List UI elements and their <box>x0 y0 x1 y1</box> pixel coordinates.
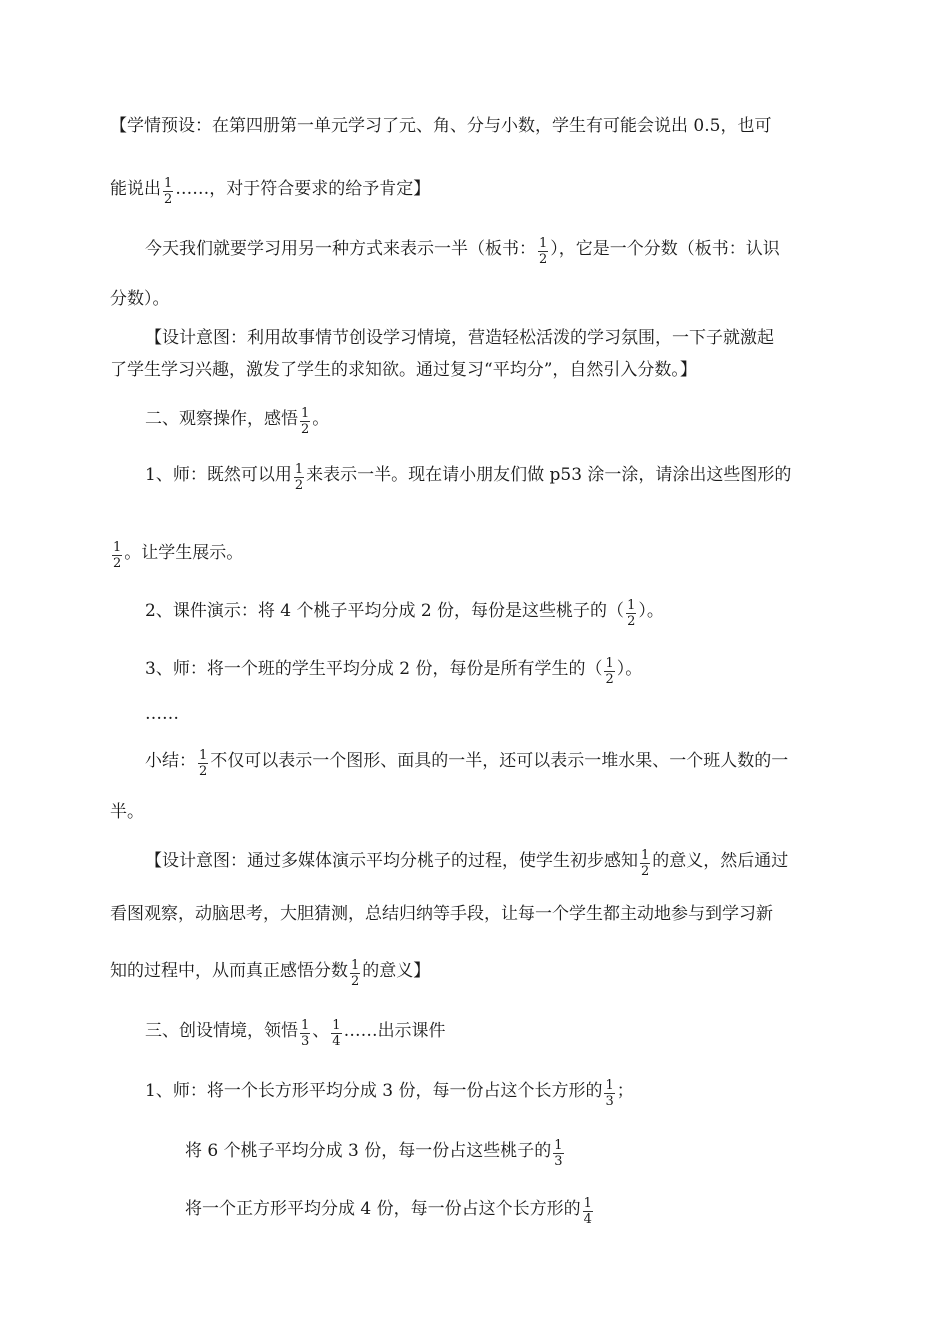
fraction-numerator: 1 <box>351 958 360 973</box>
fraction <box>163 176 173 207</box>
fraction <box>300 406 310 437</box>
text-run: …… <box>145 704 179 724</box>
fraction-denominator: 3 <box>554 1154 563 1169</box>
fraction-denominator: 2 <box>539 252 548 267</box>
fraction-numerator: 1 <box>583 1196 592 1211</box>
fraction-numerator: 1 <box>294 462 304 477</box>
text-run: 1、师：既然可以用 <box>145 465 292 485</box>
fraction-denominator: 2 <box>641 864 650 879</box>
fraction-numerator: 1 <box>539 236 548 251</box>
text-run: 能说出 <box>110 179 161 199</box>
text-run: ； <box>616 1081 634 1101</box>
fraction-numerator: 1 <box>605 1078 614 1093</box>
text-run: 3、师：将一个班的学生平均分成 2 份，每份是所有学生的（ <box>145 659 603 679</box>
text-run: 将一个正方形平均分成 4 份，每一份占这个长方形的 <box>185 1199 581 1219</box>
fraction <box>553 1138 563 1169</box>
para-line <box>185 1136 566 1167</box>
text-run: 【学情预设：在第四册第一单元学习了元、角、分与小数，学生有可能会说出 0.5，也可 <box>110 116 772 136</box>
text-run: ……，对于符合要求的给予肯定】 <box>175 179 431 199</box>
fraction <box>583 1196 593 1227</box>
fraction-denominator: 4 <box>332 1034 341 1049</box>
text-run: 知的过程中，从而真正感悟分数 <box>110 961 348 981</box>
para-line <box>145 846 788 877</box>
fraction-denominator: 3 <box>605 1094 614 1109</box>
fraction-numerator: 1 <box>164 176 173 191</box>
para-line <box>110 538 243 569</box>
para-line <box>145 326 774 350</box>
text-run: 二、观察操作，感悟 <box>145 409 298 429</box>
fraction-denominator: 2 <box>113 556 122 571</box>
text-run: ）。 <box>638 601 664 621</box>
fraction-denominator: 3 <box>301 1034 310 1049</box>
text-run: 将 6 个桃子平均分成 3 份，每一份占这些桃子的 <box>185 1141 552 1161</box>
para-line <box>110 358 697 382</box>
text-run: 、 <box>312 1021 330 1041</box>
fraction-numerator: 1 <box>113 540 122 555</box>
fraction <box>198 748 208 779</box>
fraction <box>626 598 636 629</box>
text-run: 看图观察，动脑思考，大胆猜测，总结归纳等手段，让每一个学生都主动地参与到学习新 <box>110 904 773 924</box>
para-line <box>145 1016 446 1047</box>
para-line <box>145 234 780 265</box>
fraction-numerator: 1 <box>627 598 636 613</box>
text-run: 的意义，然后通过 <box>652 851 789 871</box>
para-line <box>110 174 430 205</box>
fraction <box>604 1078 614 1109</box>
fraction-denominator: 2 <box>351 974 360 989</box>
text-run: ）。 <box>616 659 643 679</box>
text-run: 2、课件演示：将 4 个桃子平均分成 2 份，每份是这些桃子的（ <box>145 601 625 621</box>
fraction <box>331 1018 341 1049</box>
text-run: 来表示一半。现在请小朋友们做 p53 涂一涂，请涂出这些图形的 <box>306 465 792 485</box>
para-line <box>145 404 329 435</box>
text-run: 三、创设情境，领悟 <box>145 1021 298 1041</box>
text-run: 。 <box>312 409 330 429</box>
fraction-denominator: 2 <box>294 478 304 493</box>
text-run: 的意义】 <box>362 961 431 981</box>
fraction-denominator: 2 <box>301 422 310 437</box>
fraction <box>300 1018 310 1049</box>
fraction-numerator: 1 <box>554 1138 563 1153</box>
fraction <box>294 462 304 493</box>
text-run: 不仅可以表示一个图形、面具的一半，还可以表示一堆水果、一个班人数的一 <box>210 751 789 771</box>
fraction-numerator: 1 <box>301 406 310 421</box>
text-run: ……出示课件 <box>343 1021 446 1041</box>
fraction <box>538 236 548 267</box>
fraction-denominator: 2 <box>199 764 208 779</box>
para-line <box>110 114 771 138</box>
fraction-numerator: 1 <box>332 1018 341 1033</box>
text-run: 半。 <box>110 802 144 822</box>
para-line <box>145 654 642 685</box>
para-line <box>145 596 664 627</box>
fraction-denominator: 2 <box>164 192 173 207</box>
text-run: 小结： <box>145 751 196 771</box>
fraction-numerator: 1 <box>199 748 208 763</box>
para-line <box>110 287 170 311</box>
fraction-numerator: 1 <box>301 1018 310 1033</box>
para-line <box>145 1076 634 1107</box>
fraction <box>112 540 122 571</box>
text-run: 【设计意图：通过多媒体演示平均分桃子的过程，使学生初步感知 <box>145 851 638 871</box>
fraction-denominator: 2 <box>627 614 636 629</box>
fraction <box>350 958 360 989</box>
text-run: 1、师：将一个长方形平均分成 3 份，每一份占这个长方形的 <box>145 1081 603 1101</box>
para-line <box>110 956 430 987</box>
para-line <box>145 746 788 777</box>
para-line <box>185 1194 595 1225</box>
para-line <box>110 800 144 824</box>
fraction-numerator: 1 <box>641 848 650 863</box>
fraction-denominator: 4 <box>583 1212 592 1227</box>
para-line <box>145 702 179 726</box>
text-run: 了学生学习兴趣，激发了学生的求知欲。通过复习“平均分”，自然引入分数。】 <box>110 360 697 380</box>
text-run: 。让学生展示。 <box>124 543 244 563</box>
text-run: 【设计意图：利用故事情节创设学习情境，营造轻松活泼的学习氛围，一下子就激起 <box>145 328 774 348</box>
fraction <box>604 656 614 687</box>
fraction-numerator: 1 <box>605 656 614 671</box>
text-run: ），它是一个分数（板书：认识 <box>550 239 780 259</box>
para-line <box>145 460 791 491</box>
text-run: 分数）。 <box>110 289 170 309</box>
fraction <box>640 848 650 879</box>
text-run: 今天我们就要学习用另一种方式来表示一半（板书： <box>145 239 536 259</box>
para-line <box>110 902 773 926</box>
fraction-denominator: 2 <box>605 672 614 687</box>
